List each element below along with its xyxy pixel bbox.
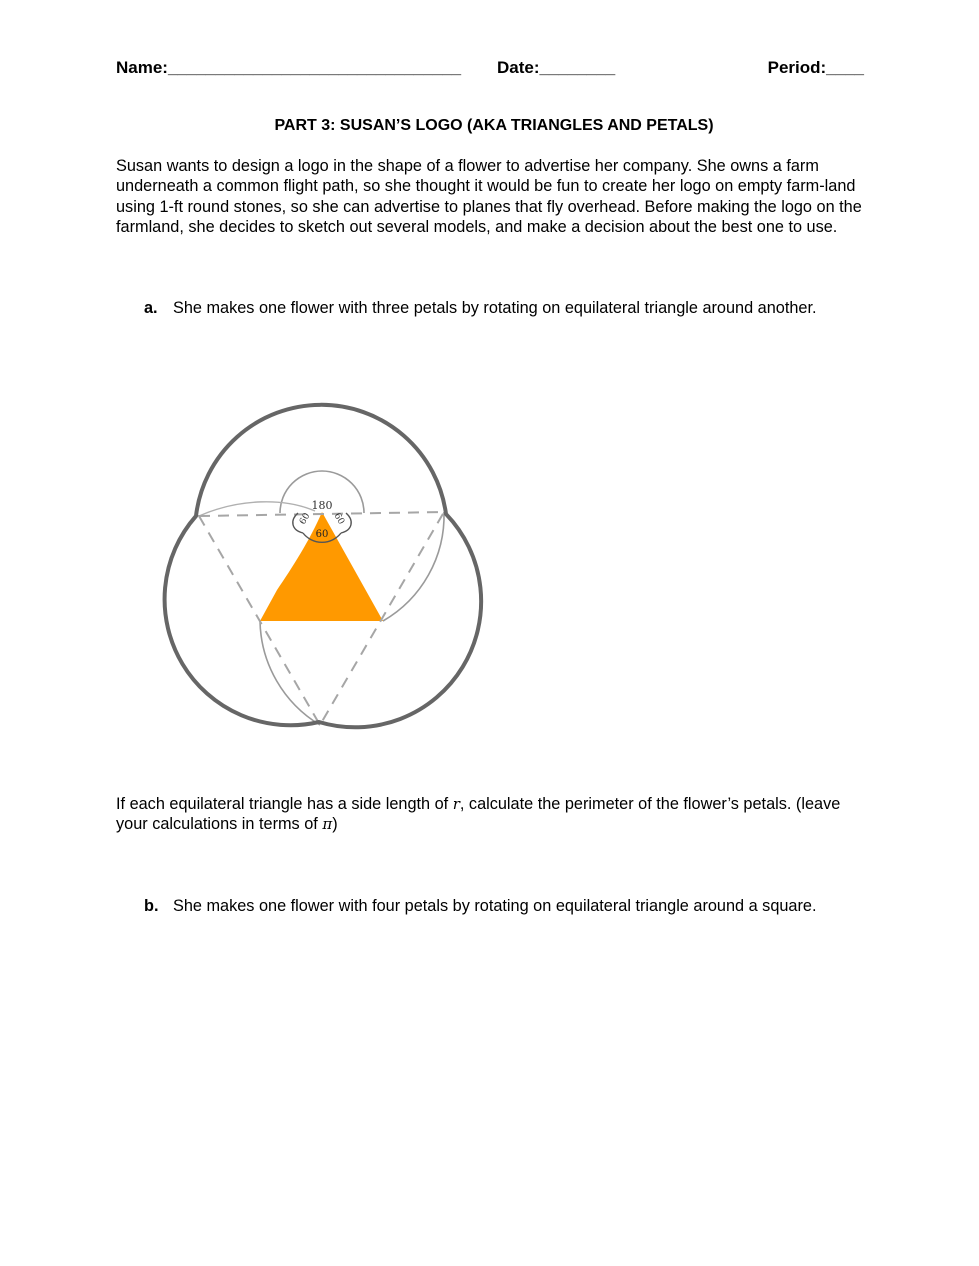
part-b-text: She makes one flower with four petals by rotating on equilateral triangle around a square.: [173, 897, 817, 915]
angle-label-180: 180: [311, 499, 333, 512]
flower-figure: [120, 370, 530, 770]
angle-label-60-left: 60: [298, 511, 313, 527]
intro-paragraph: Susan wants to design a logo in the shape of a flower to advertise her company. She owns a farm underneath a common flight path, so she thought it would be fun to create her logo on empty farm-land using 1-ft round stones, so she can advertise to planes that fly overhead. Before making the logo on the farmland, she decides to sketch out several models, and make a decision about the best one to use.: [116, 157, 862, 237]
thin-arc-right: [383, 512, 444, 621]
part-a-label: a.: [144, 299, 158, 317]
period-field-label: Period:____: [767, 58, 864, 77]
flower-diagram: [120, 370, 530, 770]
variable-r: r: [452, 795, 460, 813]
part-a-text: She makes one flower with three petals by rotating on equilateral triangle around another.: [173, 299, 817, 317]
question-text-middle: , calculate the perimeter of the flower’s petals. (leave your calculations in terms of: [116, 795, 841, 834]
angle-label-60-inner: 60: [315, 529, 329, 540]
question-text-start: If each equilateral triangle has a side length of: [116, 795, 453, 813]
page-title: PART 3: SUSAN’S LOGO (AKA TRIANGLES AND PETALS): [274, 117, 714, 134]
date-field-label: Date:________: [497, 58, 616, 77]
angle-label-60-right: 60: [331, 511, 346, 527]
part-b-label: b.: [144, 897, 159, 915]
question-perimeter: [116, 794, 876, 835]
part-b: [144, 896, 824, 916]
pi-symbol: π: [322, 815, 333, 834]
part-a: [144, 298, 824, 318]
student-header: [116, 58, 864, 80]
name-field-label: Name:_______________________________: [116, 58, 462, 77]
question-text-end: ): [332, 815, 338, 834]
